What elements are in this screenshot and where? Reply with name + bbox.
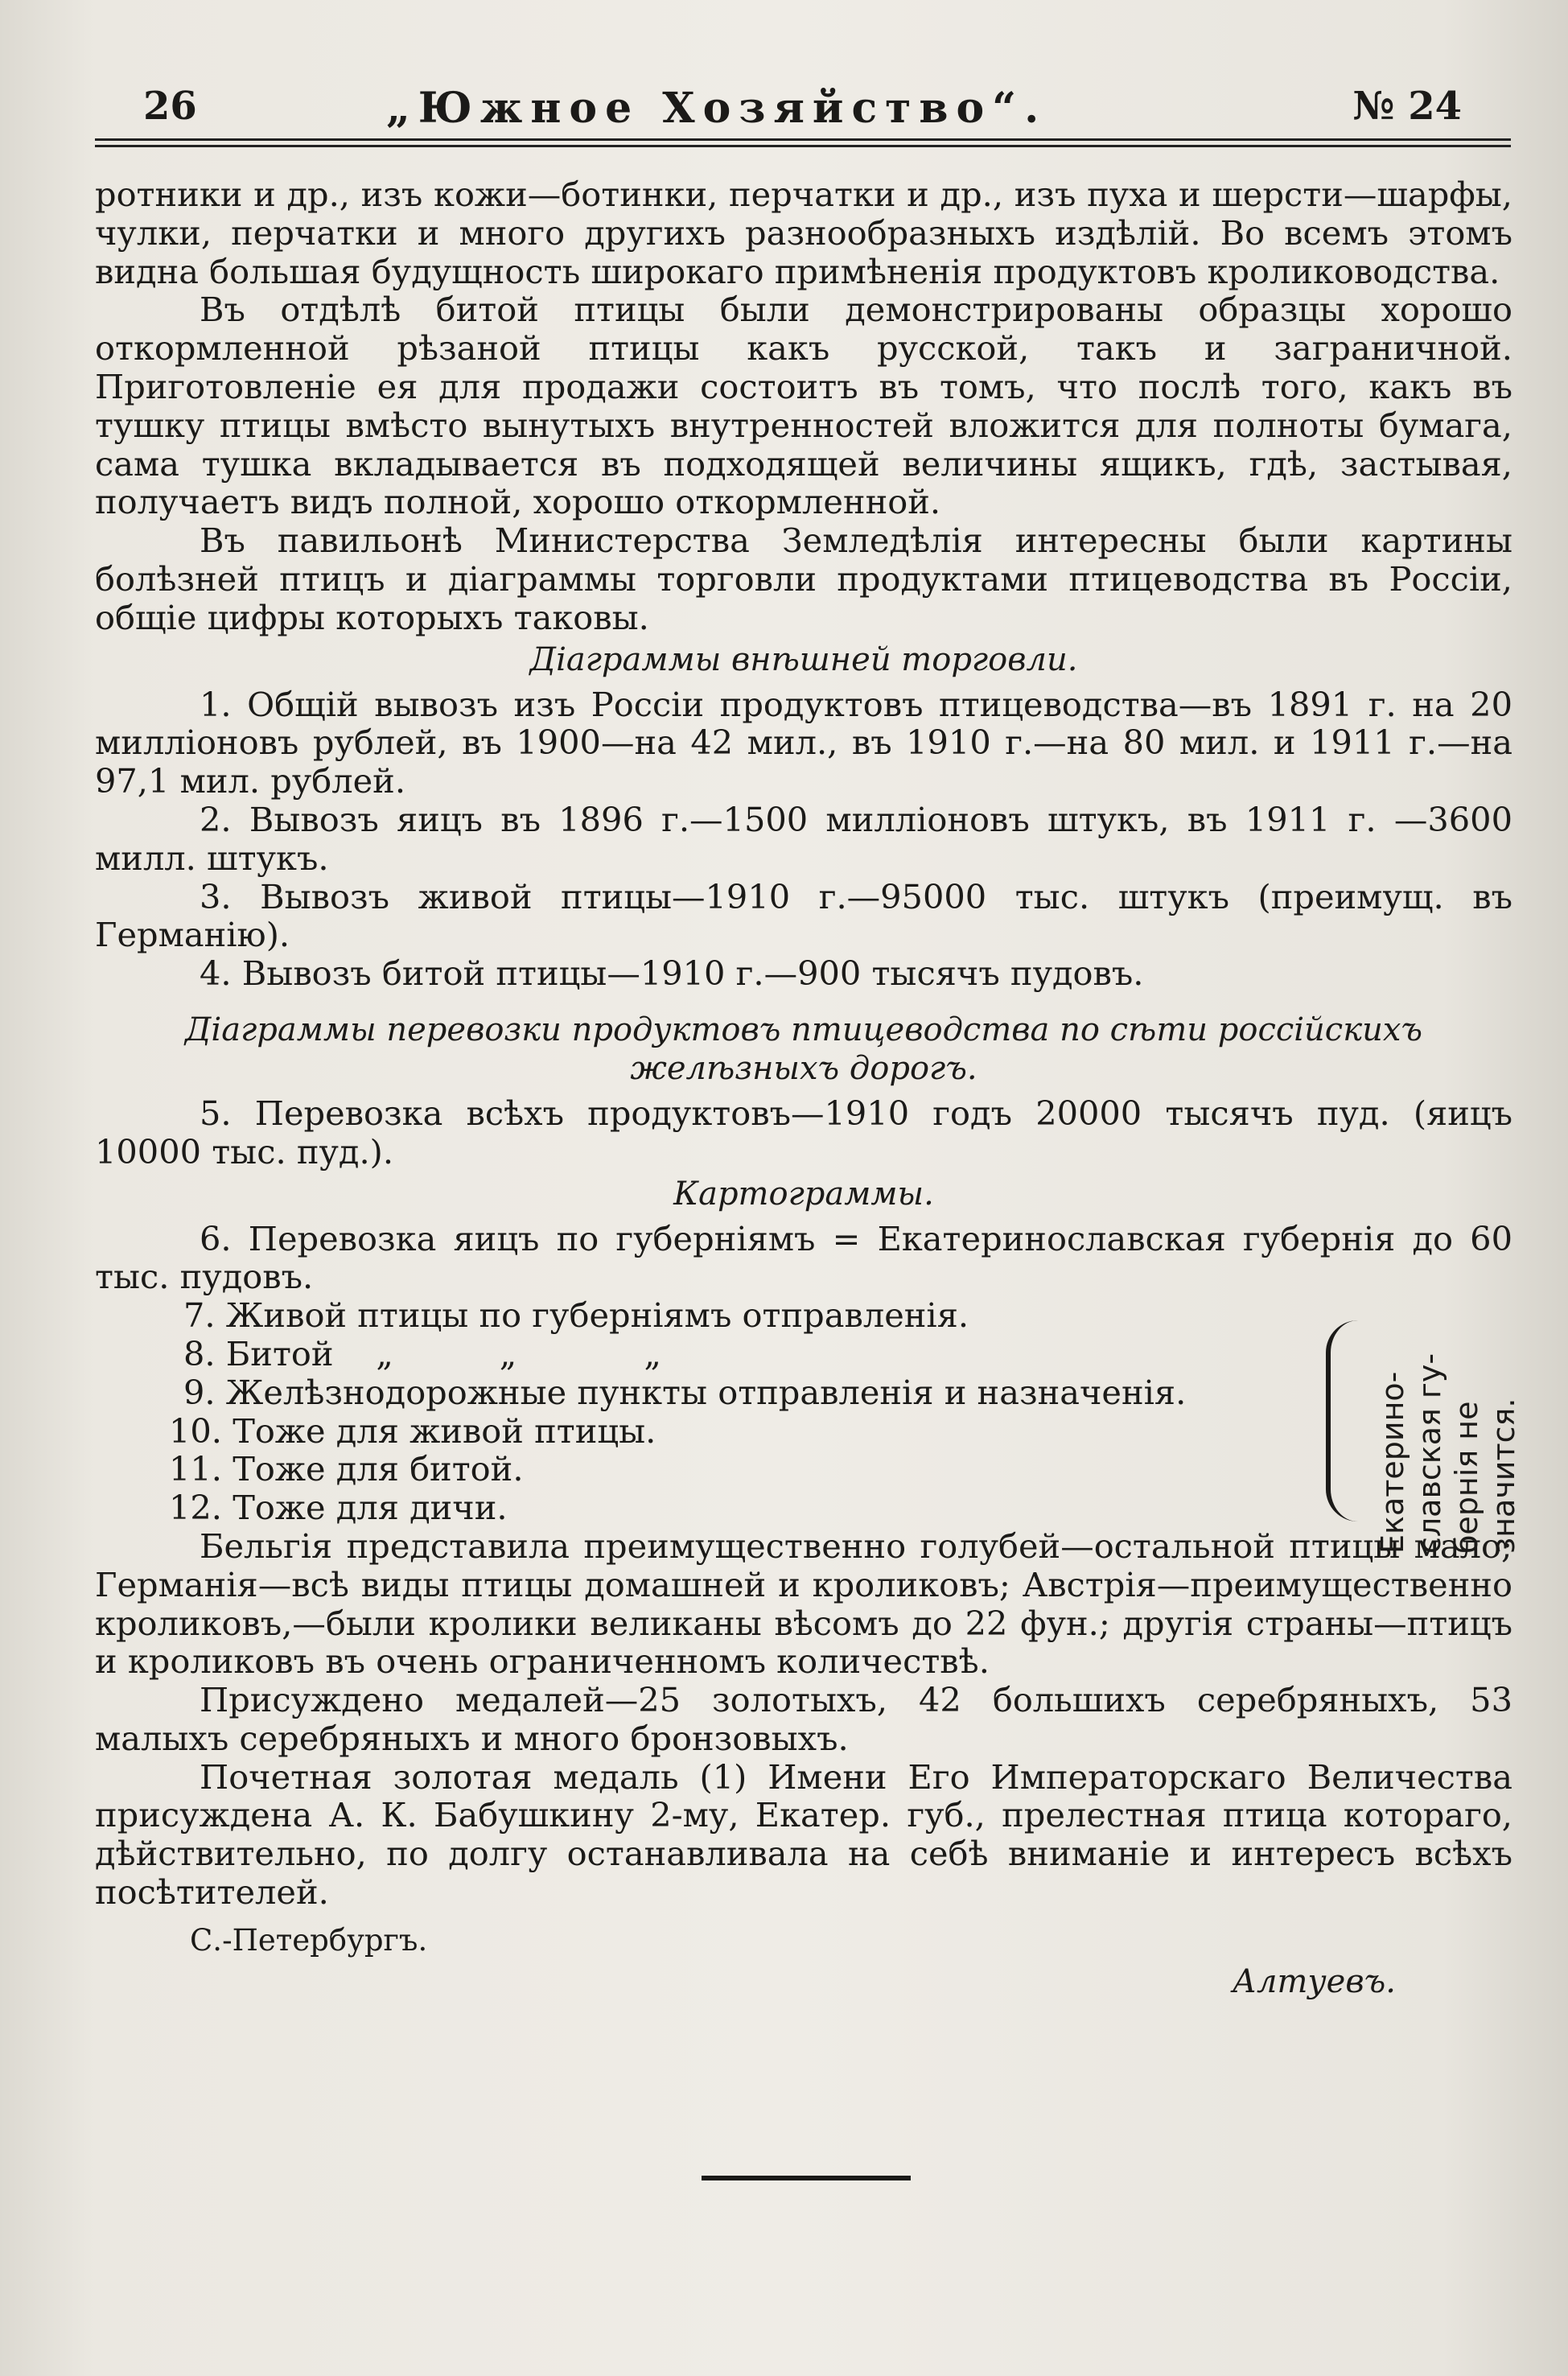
paragraph: Почетная золотая медаль (1) Имени Его Императорскаго Величества присуждена А. К. Бабушкину 2-му, Екатер. губ., прелестная птица котораго, дѣйствительно, по долгу останавливала на себѣ вниманіе и интересъ всѣхъ посѣтителей. [95, 1756, 1512, 1913]
list-item: 3. Вывозъ живой птицы—1910 г.—95000 тыс. штукъ (преимущ. въ Германію). [95, 876, 1512, 955]
list-item: 12. Тоже для дичи. [169, 1488, 508, 1528]
paragraph: Бельгія представила преимущественно голубей—остальной птицы мало; Германія—всѣ виды птицы домашней и кроликовъ; Австрія—преимущественно кроликовъ,—были кролики великаны вѣсомъ до 22 фун.; другія страны—птицъ и кроликовъ въ очень ограниченномъ количествѣ. [95, 1526, 1512, 1682]
signature-place: С.-Петербургъ. [190, 1922, 428, 1958]
end-rule [702, 2176, 911, 2180]
header-rule-bottom [95, 145, 1511, 147]
journal-title: „Южное Хозяйство“. [386, 84, 1047, 133]
section-heading: Картограммы. [673, 1175, 934, 1213]
list-item: 11. Тоже для битой. [169, 1449, 524, 1489]
list-item: 6. Перевозка яицъ по губерніямъ = Екатеринославская губернія до 60 тыс. пудовъ. [95, 1218, 1512, 1297]
cartogram-list [95, 1295, 1521, 1554]
page-number: 26 [143, 84, 197, 129]
article-body [95, 175, 1521, 2001]
paragraph: ротники и др., изъ кожи—ботинки, перчатки и др., изъ пуха и шерсти—шарфы, чулки, перчатки и много другихъ разнообразныхъ издѣлій. Во всемъ этомъ видна большая будущность широкаго примѣненія продуктовъ кролиководства. [95, 175, 1512, 291]
issue-number: № 24 [1352, 84, 1462, 129]
section-heading: Діаграммы внѣшней торговли. [529, 640, 1078, 678]
paragraph: Присуждено медалей—25 золотыхъ, 42 большихъ серебряныхъ, 53 малыхъ серебряныхъ и много бронзовыхъ. [95, 1680, 1512, 1758]
list-item: 4. Вывозъ битой птицы—1910 г.—900 тысячъ пудовъ. [200, 953, 1144, 994]
brace [1326, 1320, 1363, 1522]
list-item: 7. Живой птицы по губерніямъ отправленія. [183, 1295, 969, 1336]
header-rule-top [95, 138, 1511, 141]
signature-author: Алтуевъ. [1232, 1962, 1396, 2000]
list-item: 5. Перевозка всѣхъ продуктовъ—1910 годъ 20000 тысячъ пуд. (яицъ 10000 тыс. пуд.). [95, 1093, 1512, 1172]
paragraph: Въ павильонѣ Министерства Земледѣлія интересны были картины болѣзней птицъ и діаграммы торговли продуктами птицеводства въ Россіи, общіе цифры которыхъ таковы. [95, 521, 1512, 637]
section-heading: Діаграммы перевозки продуктовъ птицеводства по сѣти россійскихъ желѣзныхъ дорогъ. [184, 1011, 1423, 1087]
side-note: Екатерино- славская гу- бернія не значится. [1375, 1353, 1521, 1554]
list-item: 9. Желѣзнодорожные пункты отправленія и назначенія. [183, 1372, 1187, 1412]
list-item: 1. Общій вывозъ изъ Россіи продуктовъ птицеводства—въ 1891 г. на 20 милліоновъ рублей, въ 1900—на 42 мил., въ 1910 г.—на 80 мил. и 1911 г.—на 97,1 мил. рублей. [95, 684, 1512, 801]
list-item: 2. Вывозъ яицъ въ 1896 г.—1500 милліоновъ штукъ, въ 1911 г. —3600 милл. штукъ. [95, 799, 1512, 878]
page-header [97, 84, 1508, 140]
list-item: 8. Битой „ „ „ [183, 1333, 662, 1373]
list-item: 10. Тоже для живой птицы. [169, 1410, 656, 1451]
paragraph: Въ отдѣлѣ битой птицы были демонстрированы образцы хорошо откормленной рѣзаной птицы какъ русской, такъ и заграничной. Приготовленіе ея для продажи состоитъ въ томъ, что послѣ того, какъ въ тушку птицы вмѣсто вынутыхъ внутренностей вложится для полноты бумага, сама тушка вкладывается въ подходящей величины ящикъ, гдѣ, застывая, получаетъ видъ полной, хорошо откормленной. [95, 290, 1512, 522]
